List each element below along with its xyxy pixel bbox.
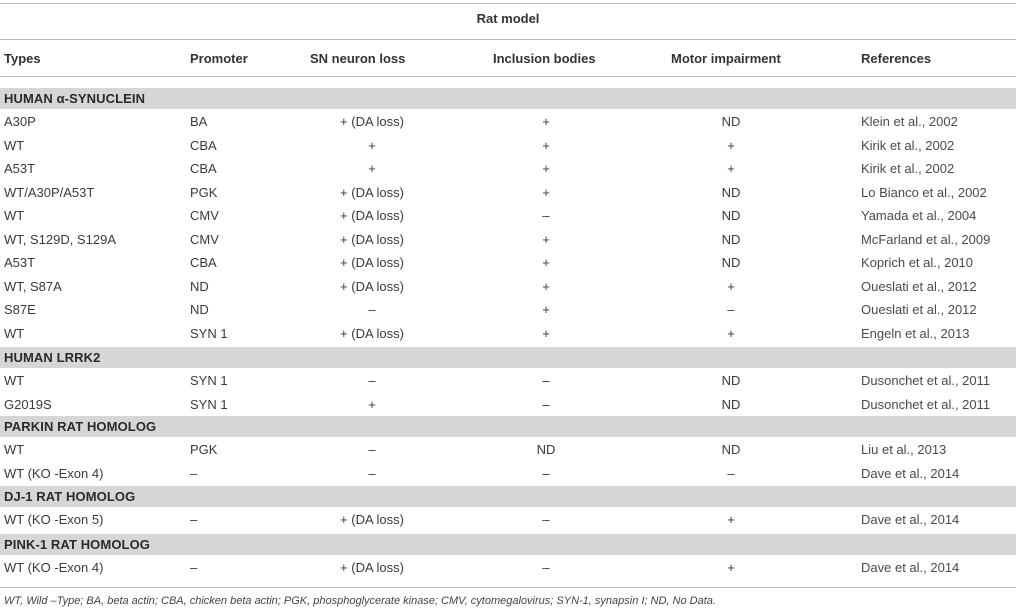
cell-type: WT xyxy=(4,208,25,223)
cell-promoter: SYN 1 xyxy=(190,325,228,341)
cell-inclusion-value: – xyxy=(542,373,550,388)
cell-promoter: – xyxy=(190,512,198,527)
cell-motor-value: + xyxy=(727,161,735,176)
cell-reference: Engeln et al., 2013 xyxy=(861,325,970,341)
cell-promoter: SYN 1 xyxy=(190,373,228,388)
cell-sn-loss-value: + xyxy=(368,161,376,176)
cell-motor-value: ND xyxy=(721,231,741,247)
cell-sn-loss-value: + (DA loss) xyxy=(340,512,404,527)
cell-type: WT (KO -Exon 4) xyxy=(4,560,104,575)
col-header-sn-loss: SN neuron loss xyxy=(310,51,406,66)
col-header-inclusion: Inclusion bodies xyxy=(493,51,596,66)
cell-motor-value: ND xyxy=(721,208,741,223)
cell-promoter: ND xyxy=(190,278,209,294)
cell-motor-value: ND xyxy=(721,114,741,129)
cell-inclusion-value: – xyxy=(542,560,550,575)
table-row xyxy=(0,134,1016,157)
cell-sn-loss-value: – xyxy=(368,373,376,388)
cell-type: WT/A30P/A53T xyxy=(4,184,95,200)
cell-sn-loss-value: + (DA loss) xyxy=(340,114,404,129)
cell-type: A53T xyxy=(4,161,36,176)
table-row xyxy=(0,157,1016,180)
table-title: Rat model xyxy=(476,11,540,26)
table-row xyxy=(0,438,1016,461)
cell-type: A53T xyxy=(4,255,36,270)
cell-inclusion-value: ND xyxy=(536,442,556,457)
cell-reference: Liu et al., 2013 xyxy=(861,442,947,457)
cell-promoter: ND xyxy=(190,302,209,317)
footnote: WT, Wild –Type; BA, beta actin; CBA, chicken beta actin; PGK, phosphoglycerate kinase; CMV, cytomegalovirus; SYN-1, synapsin I; ND, No Data. xyxy=(4,595,716,607)
cell-motor-value: ND xyxy=(721,442,741,457)
cell-promoter: BA xyxy=(190,114,208,129)
table-row xyxy=(0,298,1016,321)
col-header-promoter: Promoter xyxy=(190,51,248,66)
cell-promoter: PGK xyxy=(190,184,218,200)
section-label: HUMAN LRRK2 xyxy=(4,350,101,365)
cell-inclusion-value: + xyxy=(542,137,550,153)
table-row xyxy=(0,462,1016,485)
cell-reference: Oueslati et al., 2012 xyxy=(861,302,977,317)
section-label: PARKIN RAT HOMOLOG xyxy=(4,419,157,434)
cell-sn-loss-value: – xyxy=(368,302,376,317)
cell-sn-loss-value: + (DA loss) xyxy=(340,184,404,200)
cell-sn-loss-value: + xyxy=(368,137,376,153)
cell-type: WT xyxy=(4,137,25,153)
cell-type: WT xyxy=(4,442,25,457)
cell-motor-value: + xyxy=(727,560,735,575)
cell-inclusion-value: + xyxy=(542,278,550,294)
bottom-rule xyxy=(0,587,1016,588)
col-header-references: References xyxy=(861,51,932,66)
cell-type: WT xyxy=(4,373,25,388)
table-row xyxy=(0,181,1016,204)
cell-reference: Dave et al., 2014 xyxy=(861,560,960,575)
cell-sn-loss-value: + (DA loss) xyxy=(340,560,404,575)
section-header xyxy=(0,534,1016,555)
cell-motor-value: – xyxy=(727,465,735,481)
top-rule xyxy=(0,3,1016,4)
cell-motor-value: – xyxy=(727,302,735,317)
table-row xyxy=(0,110,1016,133)
cell-inclusion-value: + xyxy=(542,114,550,129)
cell-type: G2019S xyxy=(4,396,52,412)
cell-sn-loss-value: + xyxy=(368,396,376,412)
cell-promoter: CBA xyxy=(190,161,217,176)
table-row xyxy=(0,204,1016,227)
section-label: HUMAN α-SYNUCLEIN xyxy=(4,91,146,106)
cell-promoter: CMV xyxy=(190,231,219,247)
cell-type: WT (KO -Exon 5) xyxy=(4,512,104,527)
cell-inclusion-value: – xyxy=(542,465,550,481)
cell-reference: Dusonchet et al., 2011 xyxy=(861,396,991,412)
cell-inclusion-value: + xyxy=(542,255,550,270)
cell-type: WT (KO -Exon 4) xyxy=(4,465,104,481)
cell-promoter: PGK xyxy=(190,442,218,457)
cell-promoter: CBA xyxy=(190,137,217,153)
section-header xyxy=(0,486,1016,507)
cell-inclusion-value: + xyxy=(542,325,550,341)
cell-reference: Koprich et al., 2010 xyxy=(861,255,974,270)
cell-inclusion-value: – xyxy=(542,208,550,223)
table-row xyxy=(0,369,1016,392)
cell-motor-value: + xyxy=(727,278,735,294)
cell-motor-value: ND xyxy=(721,184,741,200)
cell-inclusion-value: – xyxy=(542,512,550,527)
cell-inclusion-value: + xyxy=(542,184,550,200)
cell-promoter: – xyxy=(190,465,198,481)
cell-sn-loss-value: – xyxy=(368,442,376,457)
header-rule xyxy=(0,76,1016,77)
cell-sn-loss-value: + (DA loss) xyxy=(340,325,404,341)
cell-type: A30P xyxy=(4,114,36,129)
cell-promoter: CMV xyxy=(190,208,219,223)
cell-type: WT, S87A xyxy=(4,278,62,294)
cell-sn-loss-value: + (DA loss) xyxy=(340,255,404,270)
cell-reference: Kirik et al., 2002 xyxy=(861,137,955,153)
col-header-types: Types xyxy=(4,51,41,66)
cell-sn-loss-value: + (DA loss) xyxy=(340,231,404,247)
cell-motor-value: ND xyxy=(721,255,741,270)
cell-inclusion-value: – xyxy=(542,396,550,412)
section-header xyxy=(0,88,1016,109)
table-row xyxy=(0,508,1016,531)
cell-motor-value: + xyxy=(727,325,735,341)
cell-reference: Lo Bianco et al., 2002 xyxy=(861,184,987,200)
section-header xyxy=(0,416,1016,437)
cell-reference: Kirik et al., 2002 xyxy=(861,161,955,176)
cell-type: S87E xyxy=(4,302,36,317)
cell-reference: McFarland et al., 2009 xyxy=(861,231,991,247)
section-header xyxy=(0,347,1016,368)
cell-reference: Klein et al., 2002 xyxy=(861,114,958,129)
section-label: PINK-1 RAT HOMOLOG xyxy=(4,537,150,552)
cell-promoter: CBA xyxy=(190,255,217,270)
table-row xyxy=(0,251,1016,274)
cell-inclusion-value: + xyxy=(542,161,550,176)
cell-type: WT xyxy=(4,325,25,341)
cell-promoter: – xyxy=(190,560,198,575)
cell-motor-value: ND xyxy=(721,396,741,412)
table-row xyxy=(0,275,1016,298)
cell-reference: Yamada et al., 2004 xyxy=(861,208,977,223)
cell-sn-loss-value: + (DA loss) xyxy=(340,278,404,294)
table-row xyxy=(0,393,1016,416)
title-rule xyxy=(0,39,1016,40)
cell-motor-value: + xyxy=(727,137,735,153)
cell-sn-loss-value: + (DA loss) xyxy=(340,208,404,223)
cell-motor-value: + xyxy=(727,512,735,527)
table-row xyxy=(0,322,1016,345)
cell-inclusion-value: + xyxy=(542,231,550,247)
section-label: DJ-1 RAT HOMOLOG xyxy=(4,489,136,504)
table-row xyxy=(0,556,1016,579)
cell-type: WT, S129D, S129A xyxy=(4,231,116,247)
cell-promoter: SYN 1 xyxy=(190,396,228,412)
cell-reference: Dave et al., 2014 xyxy=(861,512,960,527)
cell-reference: Dusonchet et al., 2011 xyxy=(861,373,991,388)
cell-reference: Dave et al., 2014 xyxy=(861,465,960,481)
cell-reference: Oueslati et al., 2012 xyxy=(861,278,977,294)
col-header-motor: Motor impairment xyxy=(671,51,781,66)
cell-motor-value: ND xyxy=(721,373,741,388)
cell-sn-loss-value: – xyxy=(368,465,376,481)
table-row xyxy=(0,228,1016,251)
cell-inclusion-value: + xyxy=(542,302,550,317)
